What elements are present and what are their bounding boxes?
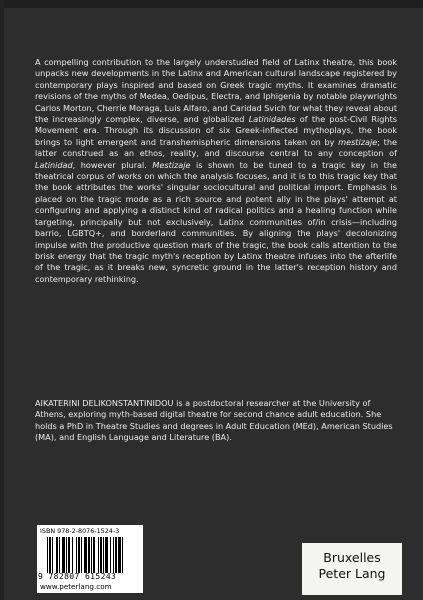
barcode-bar (110, 537, 111, 573)
barcode-bar (47, 537, 48, 573)
isbn-label: ISBN 978-2-8076-1524-3 (40, 527, 120, 535)
barcode-bar (49, 537, 51, 573)
barcode-bar (66, 537, 67, 573)
cover-spine-edge (0, 0, 4, 600)
book-description (35, 57, 397, 285)
barcode-digits: 9 782807 615243 (38, 572, 117, 581)
barcode-bar (84, 537, 87, 573)
barcode-bar (72, 537, 73, 573)
description-italic-term: Latinidades (248, 114, 296, 125)
barcode-bar (78, 537, 80, 573)
barcode-bar (52, 537, 53, 573)
description-text: ; the latter construed as an ethos, reality, and discourse central to any conception of (35, 136, 398, 159)
barcode-bar (113, 537, 114, 573)
description-italic-term: Mestizaje (152, 159, 191, 170)
barcode-bar (68, 537, 70, 573)
publisher-name: Peter Lang (318, 566, 386, 581)
barcode-bar (59, 537, 60, 573)
barcode-bars (47, 537, 133, 573)
barcode-bar (105, 537, 108, 573)
barcode-bar (76, 537, 77, 573)
barcode-bar (56, 537, 58, 573)
barcode-bar (118, 537, 121, 573)
author-bio: AIKATERINI DELIKONSTANTINIDOU is a postdoctoral researcher at the University of Athens, exploring myth-based digital theatre for second chance adult education. She holds a PhD in Theatre Studies and degrees in Adult Education (MEd), American Studies (MA), and English Language and Literature (BA). (35, 398, 393, 443)
cover-top-edge (0, 0, 423, 8)
barcode-bar (100, 537, 102, 573)
description-text: A compelling contribution to the largely understudied field of Latinx theatre, this book unpacks new developments in the Latinx and American cultural landscape registered by contemporary plays inspired and based on Greek tragic myths. It examines dramatic revisions of the myths of Medea, Oedipus, Electra, and Iphigenia by notable playwrights Carlos Morton, Cherríe Moraga, Luis Alfaro, and Caridad Svich for what they reveal about the increasingly complex, diverse, and globalized (35, 57, 397, 125)
publisher-imprint (302, 543, 402, 595)
barcode-bar (115, 537, 117, 573)
publisher-url: www.peterlang.com (40, 582, 112, 591)
isbn-barcode (37, 525, 143, 593)
barcode-bar (122, 537, 123, 573)
description-italic-term: Latinidad (35, 159, 73, 170)
publisher-city: Bruxelles (323, 550, 381, 565)
barcode-bar (62, 537, 65, 573)
barcode-bar (81, 537, 82, 573)
description-text: is shown to be tuned to a tragic key in the theatrical corpus of works on which the analysis focuses, and it is to this tragic key that the book attributes the works' singular sociocultural and political import. Emphasis is placed on the tragic mode as a rich source and potent ally in the plays' attempt at configuring and applying a distinct kind of radical politics and a healing function while targeting, principally but not exclusively, Latinx communities of/in crisis—including barrio, LGBTQ+, and borderland communities. By aligning the plays' decolonizing impulse with the productive question mark of the tragic, the book calls attention to the brisk energy that the tragic myth's reception by Latinx theatre infuses into the afterlife of the tragic, as it breaks new, syncretic ground in the latter's reception history and contemporary rethinking. (35, 159, 397, 284)
description-italic-term: mestizaje (338, 136, 378, 147)
description-text: of the post-Civil Rights Movement era. Through its discussion of six Greek-inflected mythoplays, the book brings to light emergent and transhemispheric dimensions taken on by (35, 114, 397, 147)
barcode-bar (98, 537, 99, 573)
description-text: , however plural. (72, 159, 153, 170)
barcode-bar (93, 537, 95, 573)
barcode-bar (88, 537, 90, 573)
barcode-bar (103, 537, 104, 573)
barcode-bar (91, 537, 92, 573)
